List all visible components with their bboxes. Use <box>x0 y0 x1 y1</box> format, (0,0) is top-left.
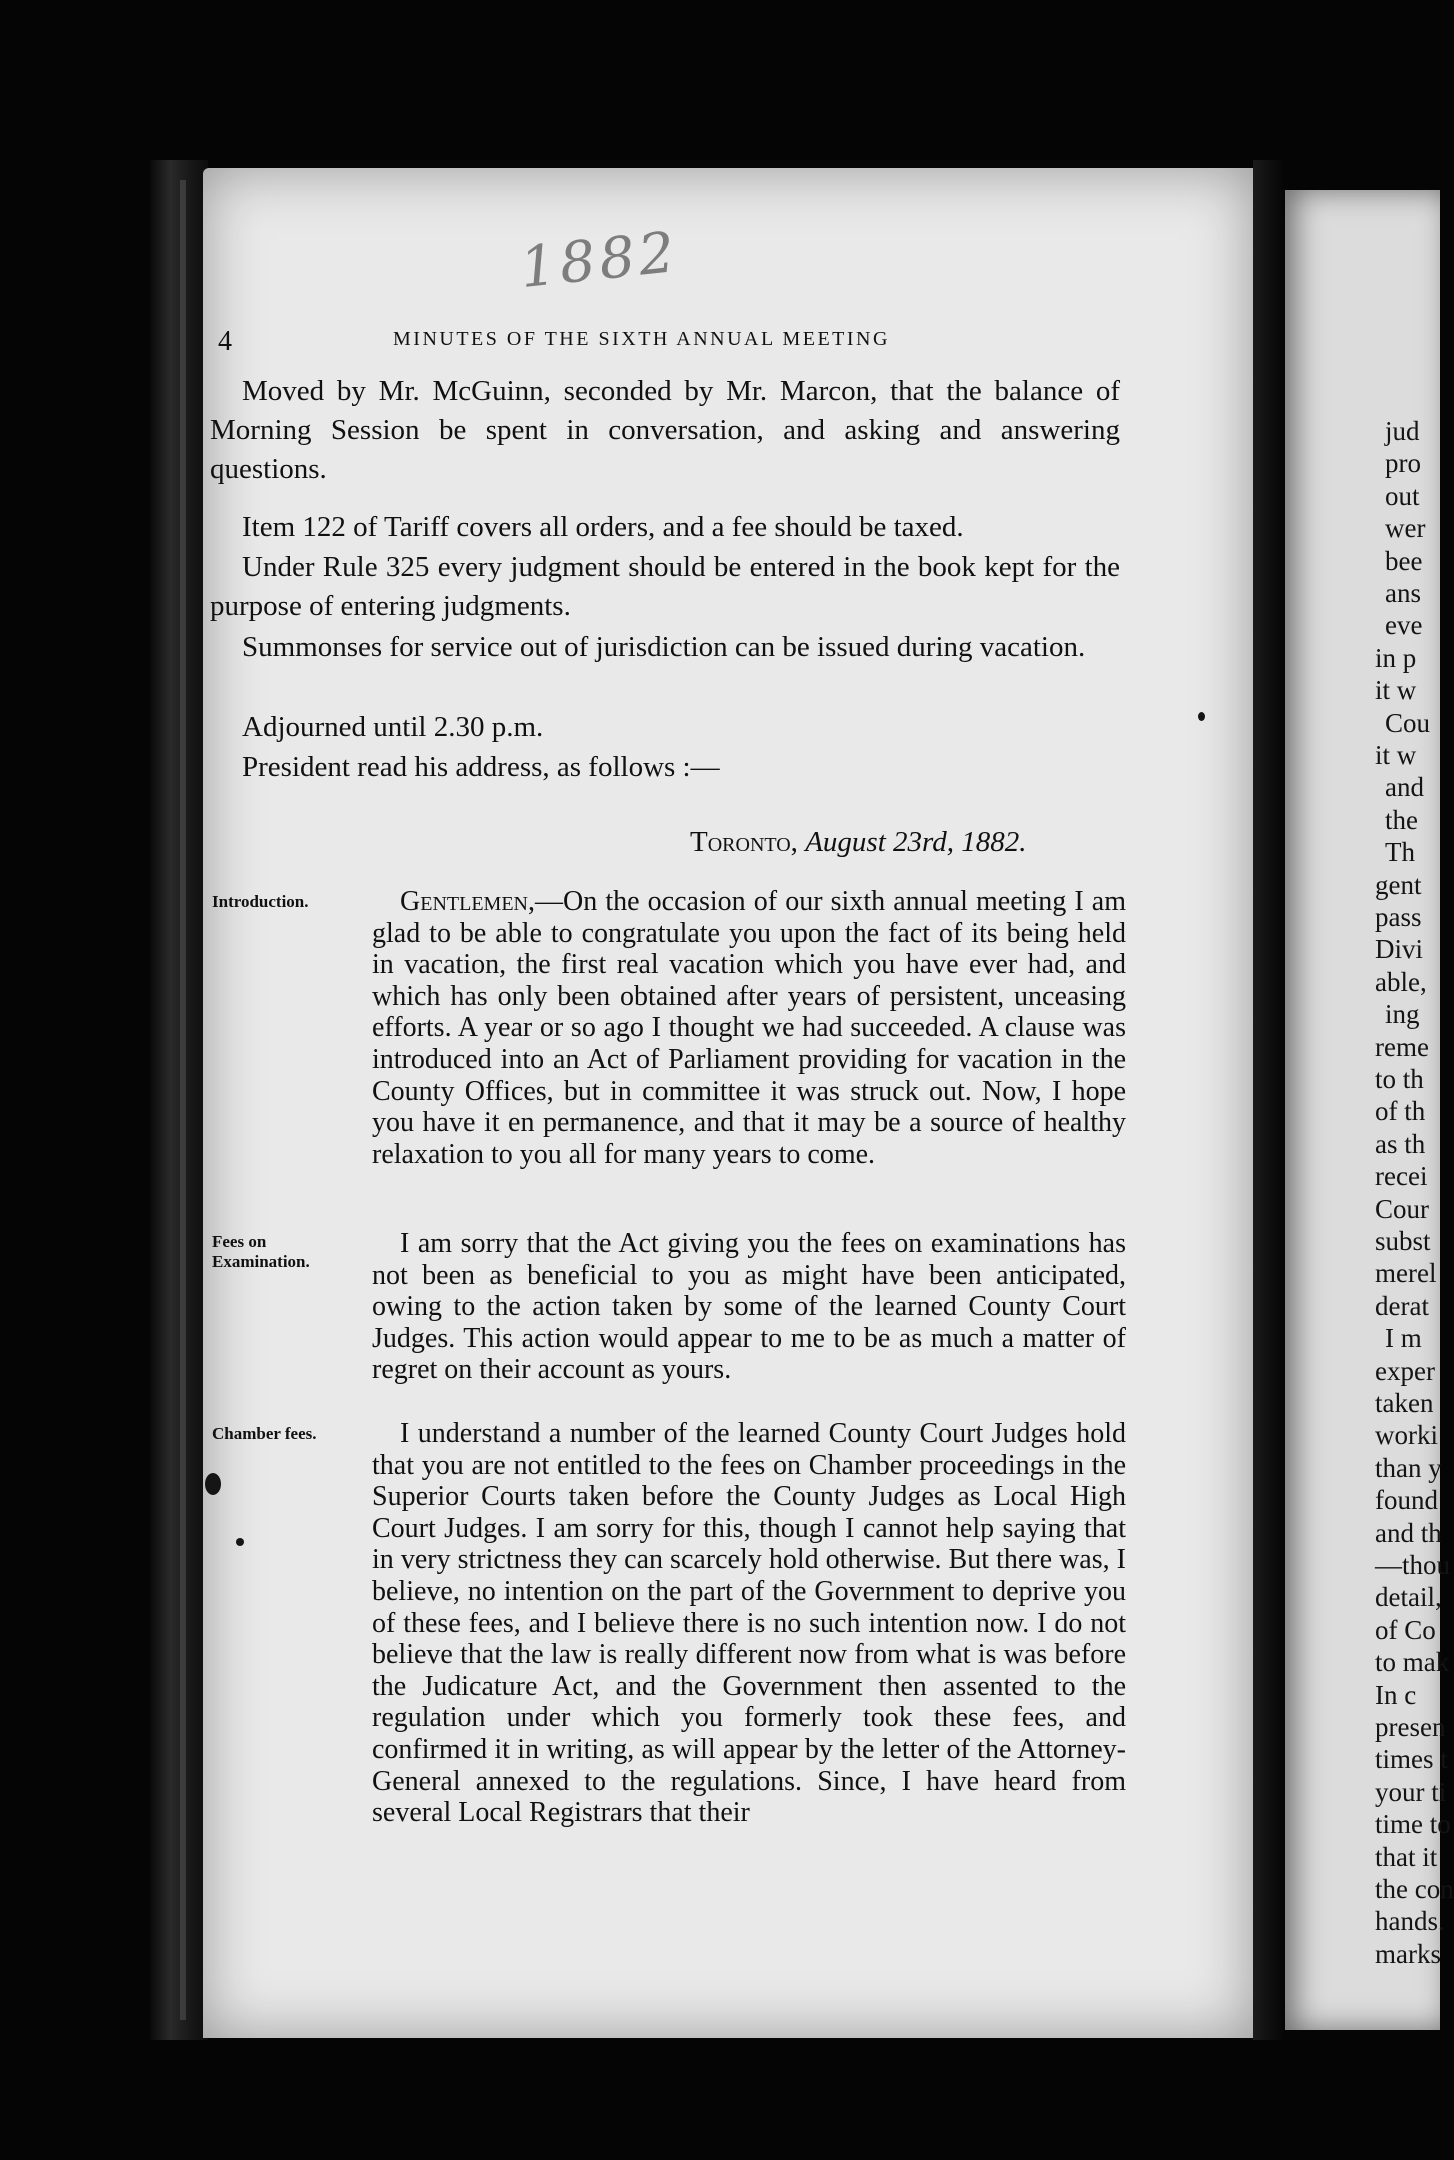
facing-page-line: of Co <box>1375 1614 1436 1645</box>
facing-page-line: Cour <box>1375 1193 1429 1224</box>
facing-page-line: times t <box>1375 1744 1448 1775</box>
facing-page-line: reme <box>1375 1031 1429 1062</box>
address-chamber-fees: I understand a number of the learned County Court Judges hold that you are not entitled to the fees on Chamber proceedings in the Superior Courts taken before the County Judges as Local High Court Judges. I am sorry for this, though I cannot help saying that in very strictness they can scarcely hold otherwise. But there was, I believe, no intention on the part of the Government to deprive you of these fees, and I believe there is no such intention now. I do not believe that the law is really different now from what is was before the Judicature Act, and the Government then assented to the regulation under which you formerly took these fees, and confirmed it in writing, as will appear by the letter of the Attorney-General annexed to the regulations. Since, I have heard from several Local Registrars that their <box>372 1418 1126 1829</box>
facing-page-line: pass <box>1375 902 1422 932</box>
facing-page <box>1285 190 1454 2030</box>
facing-page-line: Divi <box>1375 934 1424 965</box>
facing-page-line: in p <box>1375 642 1417 673</box>
facing-page-line: to mak <box>1375 1647 1450 1678</box>
facing-page-line: time to <box>1375 1809 1451 1840</box>
margin-note-chamber-fees: Chamber fees. <box>212 1424 317 1443</box>
facing-page-line: hands. <box>1375 1906 1445 1937</box>
facing-page-line: ing <box>1385 999 1420 1030</box>
facing-page-line: presen <box>1375 1712 1446 1742</box>
facing-page-line: merel <box>1375 1258 1437 1289</box>
address-fees-examination: I am sorry that the Act giving you the fees on examinations has not been as beneficial to you as might have been anticipated, owing to the action taken by some of the learned County Court Judges. This action would appear to me to be as much a matter of regret on their account as yours. <box>372 1228 1126 1386</box>
facing-page-line: to th <box>1375 1064 1424 1094</box>
ink-speck <box>236 1538 244 1546</box>
facing-page-line: bee <box>1385 545 1423 576</box>
facing-page-line: subst <box>1375 1226 1431 1256</box>
facing-page-line: the <box>1385 804 1418 835</box>
facing-page-line: it w <box>1375 675 1417 706</box>
facing-page-line: of th <box>1375 1096 1426 1127</box>
facing-page-line: I m <box>1385 1323 1422 1354</box>
ink-speck <box>205 1473 221 1495</box>
facing-page-line: marks <box>1375 1938 1441 1969</box>
facing-page-line: the con <box>1375 1874 1454 1904</box>
dateline-place: Toronto, <box>690 826 798 858</box>
paragraph-adjourned: Adjourned until 2.30 p.m. <box>242 711 544 743</box>
spine-highlight <box>180 180 186 2020</box>
book-spine <box>150 160 208 2040</box>
facing-page-line: exper <box>1375 1355 1435 1386</box>
introduction-text: On the occasion of our sixth annual meeting I am glad to be able to congratulate you upon the fact of its being held in vacation, the first real vacation which you have ever had, and which has only been obtained after years of persistent, unceasing efforts. A year or so ago I thought we had succeeded. A clause was introduced into an Act of Parliament providing for vacation in the County Offices, but in committee it was struck out. Now, I hope you have it en permanence, and that it may be a source of healthy relaxation to you all for many years to come. <box>372 886 1126 1170</box>
facing-page-line: it w <box>1375 740 1417 770</box>
page-number: 4 <box>218 326 234 357</box>
facing-page-line: your ti <box>1375 1776 1447 1807</box>
facing-page-line: gent <box>1375 869 1422 900</box>
facing-page-line: —thou <box>1375 1550 1451 1580</box>
margin-note-introduction: Introduction. <box>212 892 309 911</box>
facing-page-line: wer <box>1385 513 1426 544</box>
facing-page-line: as th <box>1375 1128 1426 1159</box>
facing-page-line: pro <box>1385 448 1421 479</box>
paragraph-motion: Moved by Mr. McGuinn, seconded by Mr. Marcon, that the balance of Morning Session be spent in conversation, and asking and answering questions. <box>210 375 1120 485</box>
handwritten-annotation: 1882 <box>517 219 682 302</box>
margin-note-fees-examination: Fees on Examination. <box>212 1232 310 1271</box>
facing-page-line: eve <box>1385 610 1423 641</box>
dateline-date: August 23rd, 1882. <box>805 826 1027 858</box>
ink-speck <box>1198 712 1205 721</box>
facing-page-line: Cou <box>1385 707 1431 738</box>
facing-page-line: derat <box>1375 1290 1429 1321</box>
dateline <box>690 826 1026 859</box>
facing-page-line: out <box>1385 480 1420 511</box>
facing-page-line: found <box>1375 1485 1438 1516</box>
facing-page-line: that it <box>1375 1841 1438 1872</box>
facing-page-line: ans <box>1385 578 1421 608</box>
running-head-title: MINUTES OF THE SIXTH ANNUAL MEETING <box>393 328 890 350</box>
paragraph-president: President read his address, as follows :— <box>242 751 720 783</box>
facing-page-line: worki <box>1375 1420 1438 1451</box>
address-introduction: Gentlemen,—On the occasion of our sixth annual meeting I am glad to be able to congratulate you upon the fact of its being held in vacation, the first real vacation which you have ever had, and which has only been obtained after years of persistent, unceasing efforts. A year or so ago I thought we had succeeded. A clause was introduced into an Act of Parliament providing for vacation in the County Offices, but in committee it was struck out. Now, I hope you have it en permanence, and that it may be a source of healthy relaxation to you all for many years to come. <box>372 886 1126 1170</box>
facing-page-line: and <box>1385 772 1424 803</box>
facing-page-line: recei <box>1375 1161 1428 1192</box>
paragraph-tariff: Item 122 of Tariff covers all orders, and a fee should be taxed. <box>242 511 964 543</box>
facing-page-line: In c <box>1375 1679 1417 1710</box>
facing-page-line: jud <box>1385 416 1420 446</box>
paragraph-rule: Under Rule 325 every judgment should be entered in the book kept for the purpose of entering judgments. <box>210 551 1120 622</box>
facing-page-line: able, <box>1375 966 1427 997</box>
paragraph-summonses: Summonses for service out of jurisdiction can be issued during vacation. <box>242 631 1086 663</box>
facing-page-line: detail, <box>1375 1582 1442 1613</box>
facing-page-line: than y <box>1375 1452 1442 1483</box>
book-gutter <box>1253 160 1285 2040</box>
facing-page-line: Th <box>1385 837 1415 868</box>
salutation: Gentlemen, <box>400 886 535 917</box>
facing-page-line: and th <box>1375 1517 1442 1548</box>
facing-page-line: taken <box>1375 1388 1434 1418</box>
